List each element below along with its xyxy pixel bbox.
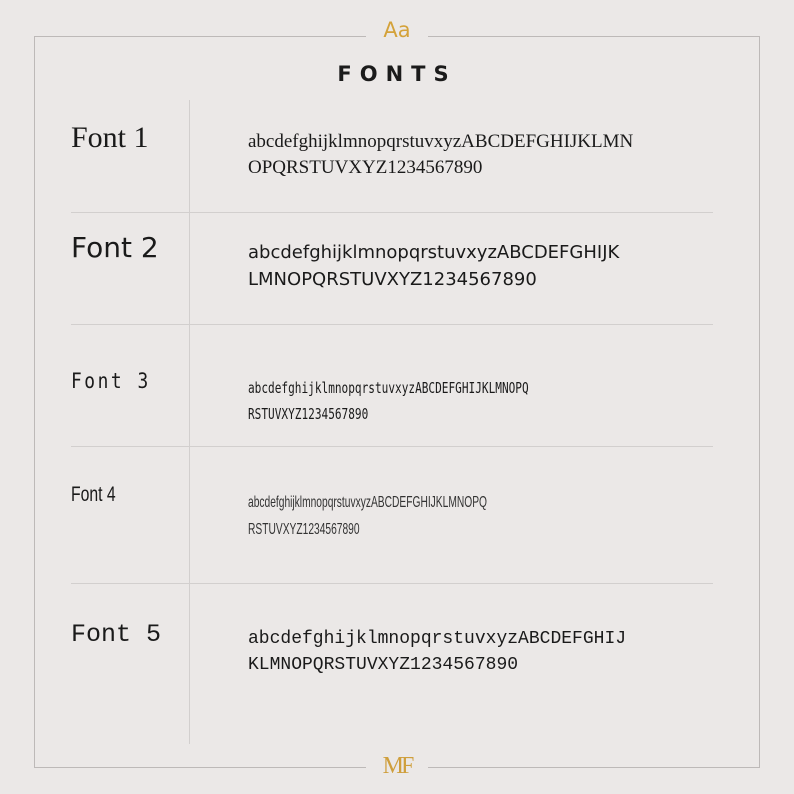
row-divider [71, 446, 713, 447]
font-aa-icon: Aa [383, 18, 411, 42]
font-1-sample [248, 129, 718, 181]
font-3-sample-line-2: RSTUVXYZ1234567890 [248, 405, 369, 423]
font-3-label: Font 3 [71, 369, 151, 393]
font-4-label: Font 4 [71, 483, 116, 506]
font-4-sample-line-2: RSTUVXYZ1234567890 [248, 521, 360, 538]
brand-logo: MF [382, 753, 412, 779]
font-3-sample-line-1: abcdefghijklmnopqrstuvxyzABCDEFGHIJKLMNOPQ [248, 379, 529, 397]
row-divider [71, 324, 713, 325]
font-2-label: Font 2 [71, 231, 159, 264]
font-5-label: Font 5 [71, 620, 162, 649]
font-1-sample-line-2: OPQRSTUVXYZ1234567890 [248, 157, 483, 178]
font-1-sample-line-1: abcdefghijklmnopqrstuvxyzABCDEFGHIJKLMN [248, 131, 634, 152]
font-5-sample-line-2: KLMNOPQRSTUVXYZ1234567890 [248, 655, 519, 675]
font-2-sample-line-2: LMNOPQRSTUVXYZ1234567890 [248, 269, 537, 290]
font-2-sample [248, 239, 718, 293]
page-title: FONTS [337, 62, 457, 86]
font-2-sample-line-1: abcdefghijklmnopqrstuvxyzABCDEFGHIJK [248, 242, 620, 263]
font-4-sample-line-1: abcdefghijklmnopqrstuvxyzABCDEFGHIJKLMNOPQ [248, 494, 488, 511]
font-4-sample [248, 489, 549, 543]
row-divider [71, 583, 713, 584]
row-divider [71, 212, 713, 213]
font-1-label: Font 1 [71, 121, 149, 154]
font-5-sample-line-1: abcdefghijklmnopqrstuvxyzABCDEFGHIJ [248, 629, 627, 649]
column-divider [189, 100, 190, 744]
font-3-sample [248, 375, 596, 427]
font-5-sample [248, 626, 718, 678]
